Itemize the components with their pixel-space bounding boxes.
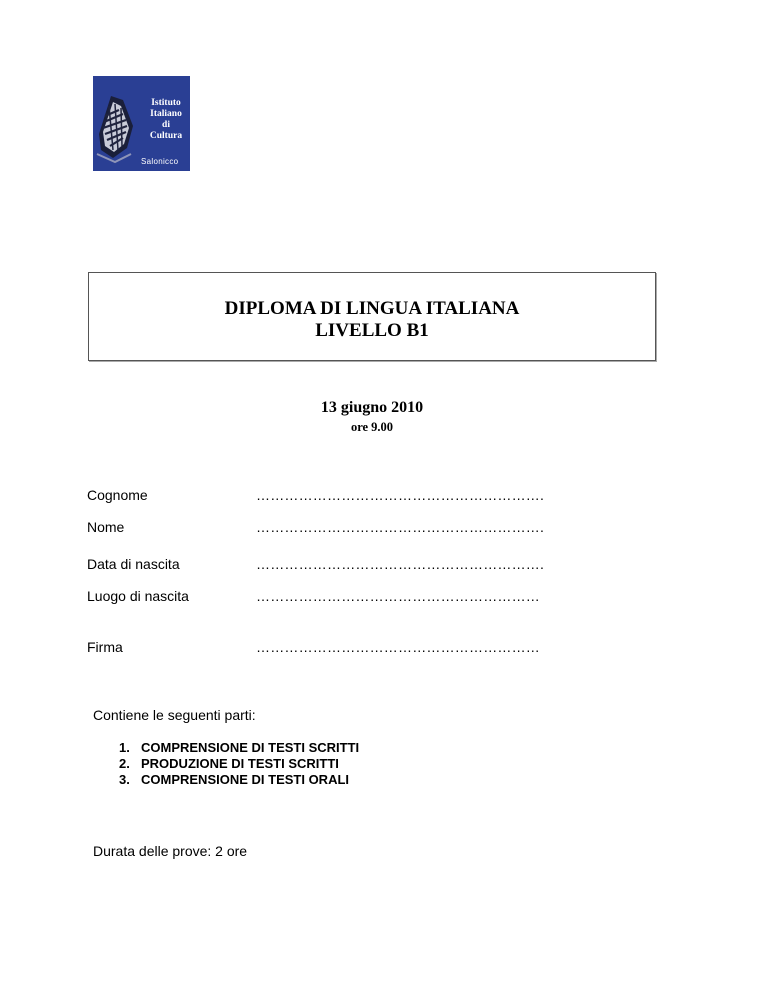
logo-line: Italiano: [150, 109, 182, 119]
field-dots-nome[interactable]: …………………………………………………….: [256, 519, 545, 535]
parts-intro: Contiene le seguenti parti:: [93, 707, 256, 723]
list-text: PRODUZIONE DI TESTI SCRITTI: [141, 756, 339, 771]
field-dots-firma[interactable]: ……………………………………………………: [256, 639, 540, 655]
field-dots-luogo-nascita[interactable]: ……………………………………………………: [256, 588, 540, 604]
logo-city: Salonicco: [141, 157, 179, 166]
list-item: [119, 740, 359, 756]
list-number: 2.: [119, 756, 130, 771]
field-dots-cognome[interactable]: …………………………………………………….: [256, 487, 545, 503]
logo-line: di: [162, 120, 170, 130]
logo-building-graphic: [93, 76, 143, 171]
list-item: [119, 772, 359, 788]
logo-text: [144, 98, 188, 142]
list-number: 1.: [119, 740, 130, 755]
field-label-firma: Firma: [87, 639, 123, 655]
field-label-nome: Nome: [87, 519, 125, 535]
field-label-cognome: Cognome: [87, 487, 148, 503]
field-label-data-nascita: Data di nascita: [87, 556, 180, 572]
logo-line: Cultura: [149, 131, 183, 141]
title-box: [88, 272, 656, 361]
institute-logo: [93, 76, 190, 171]
list-text: COMPRENSIONE DI TESTI SCRITTI: [141, 740, 360, 755]
level-title: LIVELLO B1: [315, 320, 429, 341]
logo-line: Istituto: [151, 98, 181, 108]
field-label-luogo-nascita: Luogo di nascita: [87, 588, 189, 604]
list-text: COMPRENSIONE DI TESTI ORALI: [141, 772, 350, 787]
list-item: [119, 756, 359, 772]
list-number: 3.: [119, 772, 130, 787]
exam-time: ore 9.00: [350, 420, 394, 434]
parts-list: [119, 740, 359, 788]
field-dots-data-nascita[interactable]: …………………………………………………….: [256, 556, 545, 572]
exam-duration: Durata delle prove: 2 ore: [93, 843, 248, 859]
exam-date: 13 giugno 2010: [320, 399, 424, 416]
diploma-title: DIPLOMA DI LINGUA ITALIANA: [224, 298, 520, 319]
